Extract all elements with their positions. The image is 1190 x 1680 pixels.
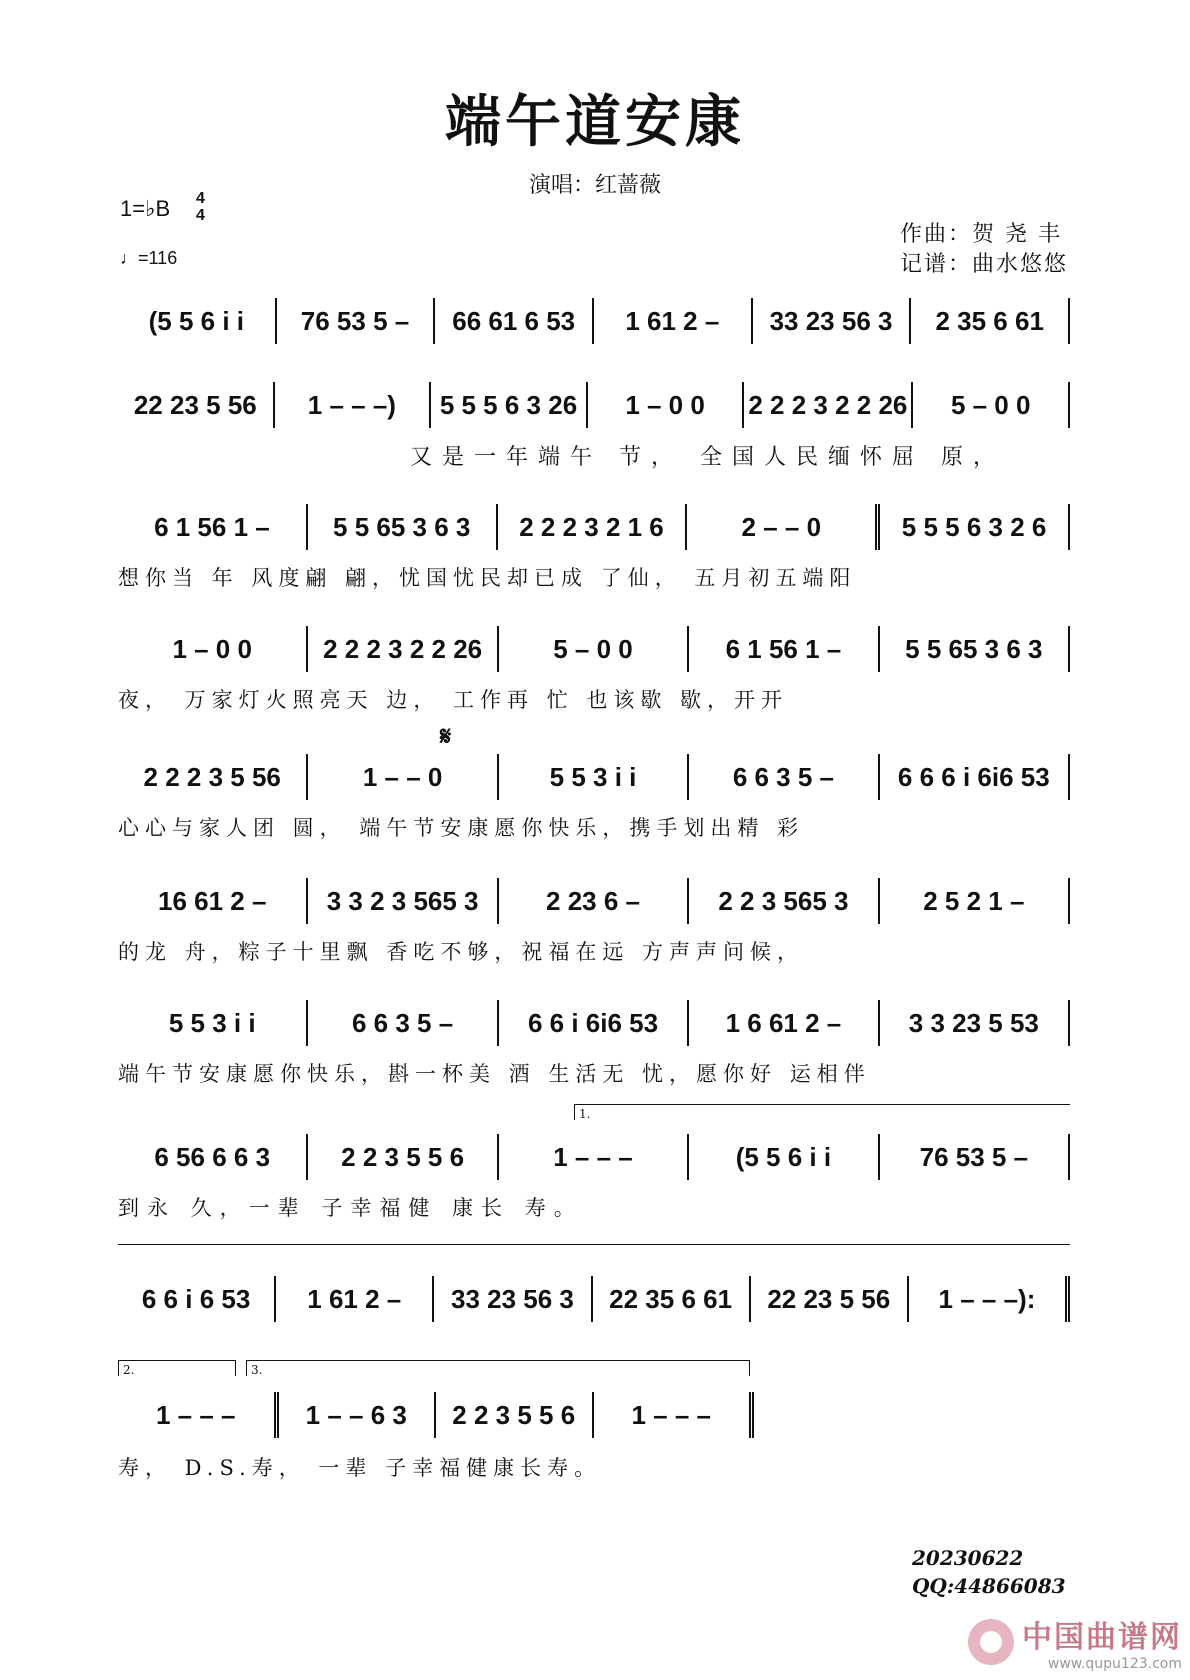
measure [308, 626, 498, 672]
score-line-2 [118, 380, 1070, 430]
measure-notes: (5 5 6 i i [148, 305, 245, 336]
measure [308, 504, 498, 550]
measure [499, 1134, 689, 1180]
measure-notes: 5 5 65 3 6 3 [333, 511, 471, 542]
measure [436, 1392, 594, 1438]
measure [753, 298, 912, 344]
measure [689, 754, 879, 800]
first-ending-bracket: 1. [574, 1104, 1070, 1120]
measure-notes: 6 56 6 6 3 [154, 1141, 271, 1172]
measure [498, 504, 688, 550]
transcription-date: 20230622 [912, 1546, 1024, 1570]
transcription-info [912, 1544, 1066, 1600]
measure [276, 1276, 434, 1322]
measure-notes: 6 6 3 5 – [352, 1007, 454, 1038]
measure [689, 1000, 879, 1046]
credits [900, 220, 1068, 280]
lyrics-line-3: 想你当 年 风度翩 翩，忧国忧民却已成 了仙， 五月初五端阳 [118, 566, 857, 590]
measure [279, 1392, 437, 1438]
measure-notes: 2 2 2 3 2 2 26 [323, 633, 483, 664]
second-ending-bracket: 2. [118, 1360, 236, 1376]
measure [118, 1392, 279, 1438]
measure-notes: 66 61 6 53 [452, 305, 576, 336]
composer-credit: 作曲：贺 尧 丰 [899, 222, 1062, 247]
key-signature: 1=♭B [120, 196, 171, 221]
measure-notes: 76 53 5 – [919, 1141, 1029, 1172]
measure [687, 504, 880, 550]
measure [880, 1134, 1070, 1180]
measure [594, 1392, 755, 1438]
measure-notes: 1 61 2 – [307, 1283, 402, 1314]
measure-notes: 3 3 2 3 565 3 [326, 885, 479, 916]
score-line-1 [118, 296, 1070, 346]
measure [880, 878, 1070, 924]
measure [308, 1000, 498, 1046]
measure-notes: 1 6 61 2 – [725, 1007, 842, 1038]
measure-notes: 76 53 5 – [300, 305, 410, 336]
measure-notes: 1 – – –) [307, 389, 396, 420]
measure-notes: 2 2 2 3 2 1 6 [519, 511, 664, 542]
measure-notes: 2 2 3 5 5 6 [452, 1399, 576, 1430]
measure-notes: 2 2 2 3 5 56 [143, 761, 281, 792]
measure [118, 1276, 276, 1322]
measure [118, 626, 308, 672]
measure [118, 1134, 308, 1180]
time-signature-bottom: 4 [196, 207, 205, 224]
measure-notes: 2 23 6 – [546, 885, 640, 916]
measure [689, 878, 879, 924]
lyrics-line-5: 心心与家人团 圆， 端午节安康愿你快乐，携手划出精 彩 [118, 816, 805, 840]
measure [434, 1276, 592, 1322]
measure [118, 504, 308, 550]
lyrics-line-4: 夜， 万家灯火照亮天 边， 工作再 忙 也该歇 歇，开开 [118, 688, 789, 712]
measure [308, 1134, 498, 1180]
measure-notes: 2 2 2 3 2 2 26 [748, 389, 908, 420]
measure-notes: 6 6 3 5 – [732, 761, 835, 792]
score-line-4 [118, 624, 1070, 674]
measure-notes: 22 23 5 56 [767, 1283, 891, 1314]
score-line-7 [118, 998, 1070, 1048]
measure-notes: 1 – – – [553, 1141, 633, 1172]
measure-notes: 2 – – 0 [741, 511, 822, 542]
measure-notes: 1 – 0 0 [172, 633, 252, 664]
qq-contact: QQ:44866083 [912, 1574, 1066, 1598]
lyrics-line-6: 的龙 舟，粽子十里飘 香吃不够，祝福在远 方声声问候， [118, 940, 805, 964]
measure-notes: 6 6 i 6 53 [141, 1283, 251, 1314]
measure-notes: 5 5 3 i i [168, 1007, 256, 1038]
time-signature [196, 190, 205, 224]
measure [913, 382, 1070, 428]
measure-notes: 33 23 56 3 [769, 305, 893, 336]
lyrics-line-7: 端午节安康愿你快乐，斟一杯美 酒 生活无 忧，愿你好 运相伴 [118, 1062, 871, 1086]
measure [308, 878, 498, 924]
measure-notes: 5 5 3 i i [549, 761, 637, 792]
score-line-3 [118, 502, 1070, 552]
ending-continuation-line [118, 1244, 1070, 1245]
measure [118, 878, 308, 924]
measure-notes: 5 5 5 6 3 26 [439, 389, 578, 420]
measure-notes: 5 – 0 0 [553, 633, 633, 664]
measure-notes: 22 23 5 56 [133, 389, 257, 420]
measure [880, 754, 1070, 800]
measure [880, 504, 1070, 550]
measure-notes: 1 – – 6 3 [305, 1399, 407, 1430]
lyrics-line-10: 寿， D.S.寿， 一辈 子幸福健康长寿。 [118, 1456, 602, 1480]
singer-credit: 演唱：红蔷薇 [528, 173, 661, 198]
measure [880, 626, 1070, 672]
time-signature-top: 4 [196, 190, 205, 207]
measure-notes: 1 – – – [155, 1399, 236, 1430]
transcriber-credit: 记谱：曲水悠悠 [899, 252, 1068, 277]
score-line-9 [118, 1274, 1070, 1324]
measure-notes: 2 2 3 5 5 6 [341, 1141, 465, 1172]
score-line-10 [118, 1390, 754, 1440]
measure [689, 1134, 879, 1180]
measure [308, 754, 498, 800]
site-url: www.qupu123.com [1047, 1656, 1182, 1672]
measure-notes: 6 1 56 1 – [725, 633, 842, 664]
site-logo-icon [968, 1619, 1014, 1665]
lyrics-line-2: 又是一年端午 节， 全国人民缅怀屈 原， [410, 445, 1005, 470]
measure [880, 1000, 1070, 1046]
measure [499, 626, 689, 672]
score-line-6 [118, 876, 1070, 926]
page-title: 端午道安康 [445, 89, 745, 155]
measure-notes: 5 5 65 3 6 3 [905, 633, 1043, 664]
third-ending-bracket: 3. [246, 1360, 750, 1376]
measure-notes: 5 5 5 6 3 2 6 [901, 511, 1047, 542]
measure-notes: 1 – 0 0 [625, 389, 705, 420]
measure [499, 878, 689, 924]
measure-notes: 1 – – 0 [362, 761, 443, 792]
score-line-8 [118, 1132, 1070, 1182]
measure [499, 1000, 689, 1046]
measure [275, 382, 432, 428]
measure-notes: 2 35 6 61 [935, 305, 1044, 336]
measure-notes: 6 6 i 6i6 53 [527, 1007, 659, 1038]
measure [751, 1276, 909, 1322]
measure-notes: 16 61 2 – [157, 885, 267, 916]
measure [909, 1276, 1070, 1322]
measure [911, 298, 1070, 344]
measure [588, 382, 745, 428]
measure [118, 298, 277, 344]
measure [744, 382, 913, 428]
score-line-5 [118, 752, 1070, 802]
measure-notes: 2 2 3 565 3 [718, 885, 849, 916]
site-name: 中国曲谱网 [1022, 1620, 1182, 1655]
measure-notes: 2 5 2 1 – [923, 885, 1025, 916]
lyrics-line-8: 到永 久，一辈 子幸福健 康长 寿。 [118, 1196, 583, 1220]
measure [593, 1276, 751, 1322]
site-logo-text [1022, 1612, 1182, 1672]
measure-notes: 1 – – –): [938, 1283, 1036, 1314]
measure [689, 626, 879, 672]
measure-notes: 1 61 2 – [625, 305, 720, 336]
measure [277, 298, 436, 344]
tempo-marking: ♩=116 [120, 248, 178, 268]
measure [118, 754, 308, 800]
site-watermark [968, 1612, 1182, 1672]
measure-notes: 5 – 0 0 [950, 389, 1031, 420]
measure-notes: 33 23 56 3 [450, 1283, 574, 1314]
measure-notes: 3 3 23 5 53 [908, 1007, 1039, 1038]
segno-sign: 𝄋 [440, 722, 452, 752]
measure [435, 298, 594, 344]
measure [594, 298, 753, 344]
measure-notes: 22 35 6 61 [609, 1283, 733, 1314]
measure-notes: 6 1 56 1 – [154, 511, 270, 542]
measure-notes: 6 6 6 i 6i6 53 [897, 761, 1050, 792]
measure-notes: 1 – – – [631, 1399, 711, 1430]
measure [118, 1000, 308, 1046]
measure [499, 754, 689, 800]
measure [118, 382, 275, 428]
measure-notes: (5 5 6 i i [735, 1141, 832, 1172]
measure [431, 382, 588, 428]
